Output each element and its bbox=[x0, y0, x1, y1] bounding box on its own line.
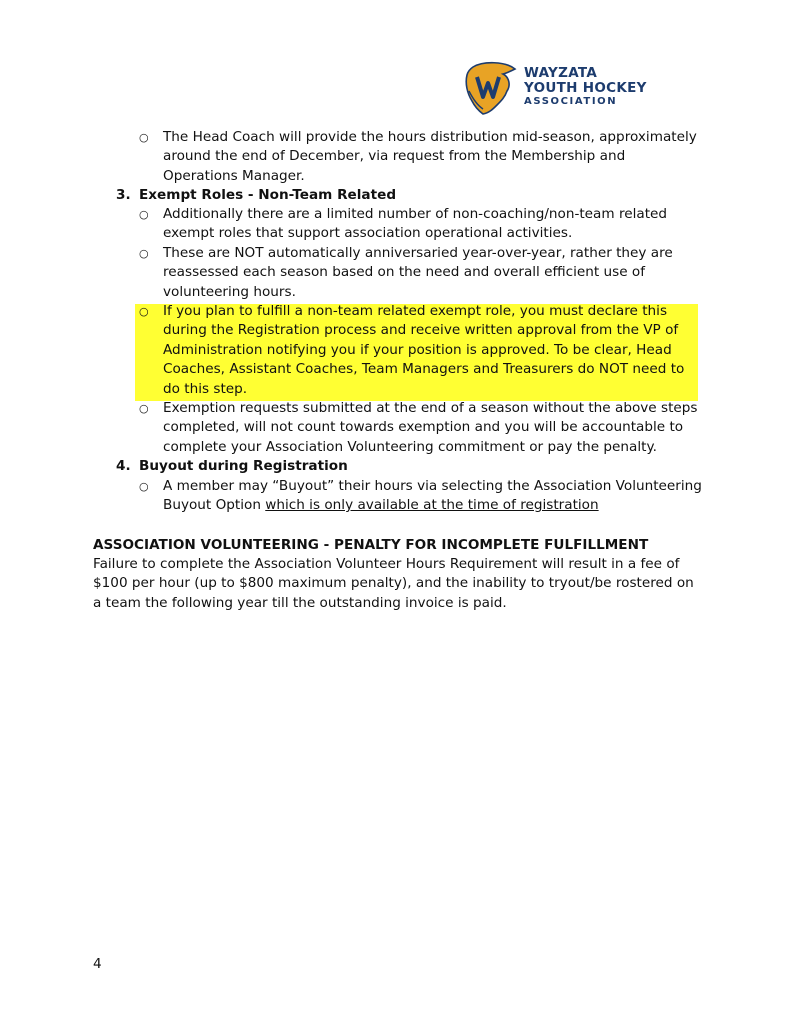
section-3-bullet-3-highlighted: If you plan to fulfill a non-team related exempt role, you must declare this during the Registration process and receive written approval from the VP of Administration notifying you if your position is approved. To be clear, Head Coaches, Assistant Coaches, Team Managers and Treasurers do NOT need to do this step. bbox=[163, 303, 685, 397]
section-3-bullet-4: Exemption requests submitted at the end of a season without the above steps completed, will not count towards exemption and you will be accountable to complete your Association Volunteering commitment or pay the penalty. bbox=[163, 400, 698, 455]
bullet-marker: ○ bbox=[139, 247, 149, 260]
logo-line-wayzata: WAYZATA bbox=[524, 65, 598, 81]
page-number: 4 bbox=[93, 956, 102, 972]
bullet-marker: ○ bbox=[139, 208, 149, 221]
intro-bullet-text: The Head Coach will provide the hours distribution mid-season, approximately around the end of December, via request from the Membership and Operations Manager. bbox=[163, 129, 697, 184]
association-logo bbox=[463, 61, 663, 115]
section-3-bullet-2: These are NOT automatically anniversaried year-over-year, rather they are reassessed each season based on the need and overall efficient use of volunteering hours. bbox=[163, 245, 673, 300]
section-4-bullet-1 bbox=[163, 477, 703, 516]
section-4-title: Buyout during Registration bbox=[139, 458, 348, 474]
bullet-marker: ○ bbox=[139, 402, 149, 415]
bullet-marker: ○ bbox=[139, 305, 149, 318]
penalty-text: Failure to complete the Association Volunteer Hours Requirement will result in a fee of $100 per hour (up to $800 maximum penalty), and the inability to tryout/be rostered on a team the following year till the outstanding invoice is paid. bbox=[93, 556, 694, 611]
section-3-number: 3. bbox=[116, 187, 131, 203]
section-3-title: Exempt Roles - Non-Team Related bbox=[139, 187, 397, 203]
logo-wordmark bbox=[524, 66, 647, 110]
section-4-number: 4. bbox=[116, 458, 131, 474]
section-4-bullet-text: A member may “Buyout” their hours via selecting the Association Volunteering Buyout Option bbox=[163, 478, 702, 514]
section-4-bullet-underlined: which is only available at the time of registration bbox=[265, 497, 599, 514]
penalty-heading: ASSOCIATION VOLUNTEERING - PENALTY FOR INCOMPLETE FULFILLMENT bbox=[93, 537, 649, 553]
logo-line-association: ASSOCIATION bbox=[524, 96, 618, 107]
logo-line-youth-hockey: YOUTH HOCKEY bbox=[524, 79, 647, 96]
section-3-bullet-1: Additionally there are a limited number of non-coaching/non-team related exempt roles that support association operational activities. bbox=[163, 206, 668, 242]
warrior-head-icon bbox=[463, 61, 519, 115]
bullet-marker: ○ bbox=[139, 480, 149, 493]
bullet-marker: ○ bbox=[139, 131, 149, 144]
